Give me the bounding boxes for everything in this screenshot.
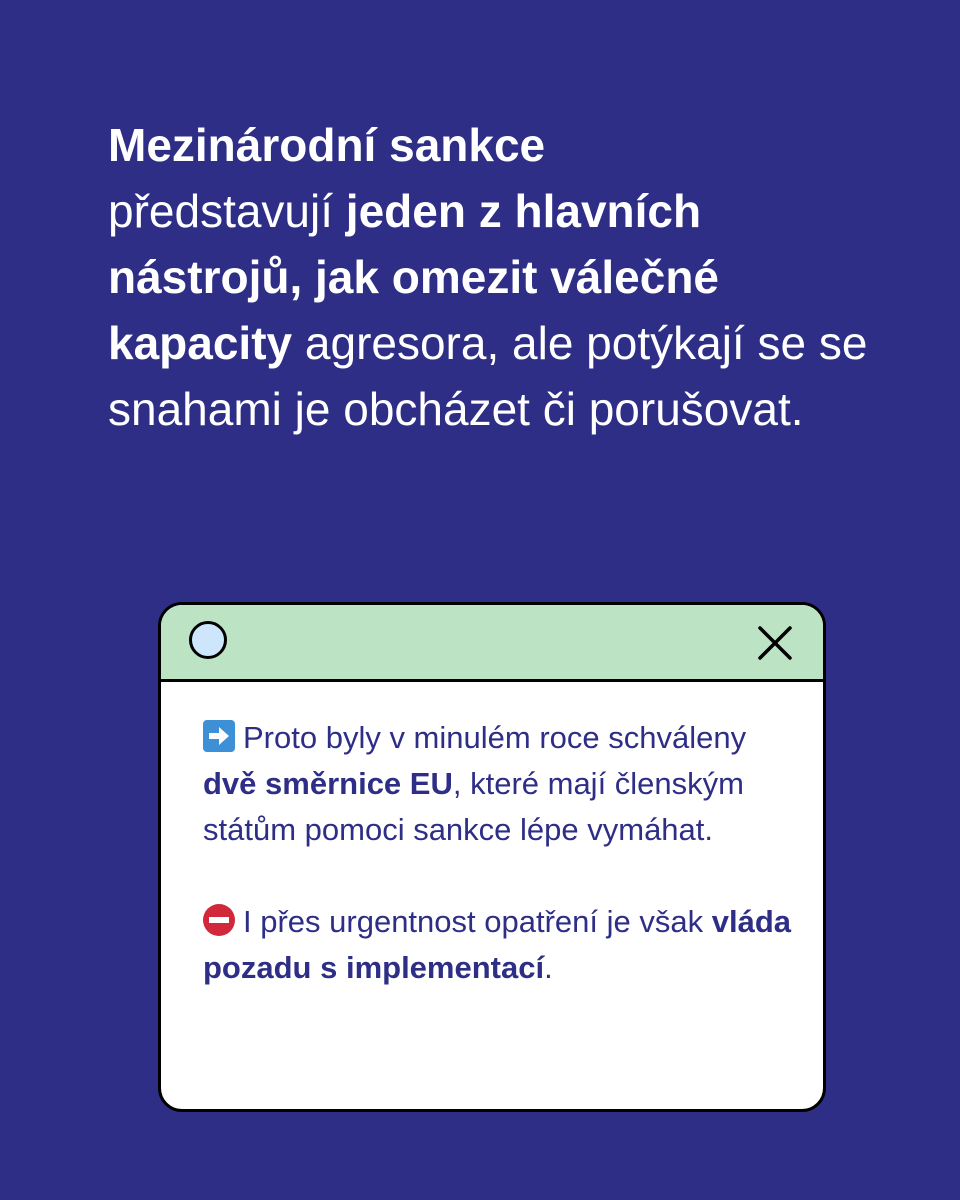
headline-text-1: představují: [108, 185, 346, 237]
no-entry-icon: [203, 904, 235, 936]
headline-text-2: agresora, ale potýkají se se snahami je obcházet či porušovat.: [108, 317, 868, 435]
paragraph2-text-2: .: [544, 950, 553, 985]
paragraph-directives: [203, 715, 793, 853]
paragraph2-text-1: I přes urgentnost opatření je však: [243, 904, 712, 939]
paragraph1-text-2: , které mají členským státům pomoci sankce lépe vymáhat.: [203, 766, 744, 847]
headline-bold-1: Mezinárodní sankce: [108, 119, 546, 171]
right-arrow-icon: [203, 720, 235, 752]
circle-icon[interactable]: [189, 621, 227, 659]
dialog-body: [203, 715, 793, 991]
paragraph1-bold: dvě směrnice EU: [203, 766, 453, 801]
close-icon[interactable]: [755, 623, 795, 663]
paragraph-implementation: [203, 899, 793, 991]
headline-bold-2: jeden z hlavních nástrojů, jak omezit válečné kapacity: [108, 185, 720, 369]
dialog-card: [158, 602, 826, 1112]
dialog-titlebar: [161, 605, 823, 682]
paragraph1-text-1: Proto byly v minulém roce schváleny: [243, 720, 747, 755]
headline: [108, 112, 868, 442]
paragraph2-bold: vláda pozadu s implementací: [203, 904, 791, 985]
